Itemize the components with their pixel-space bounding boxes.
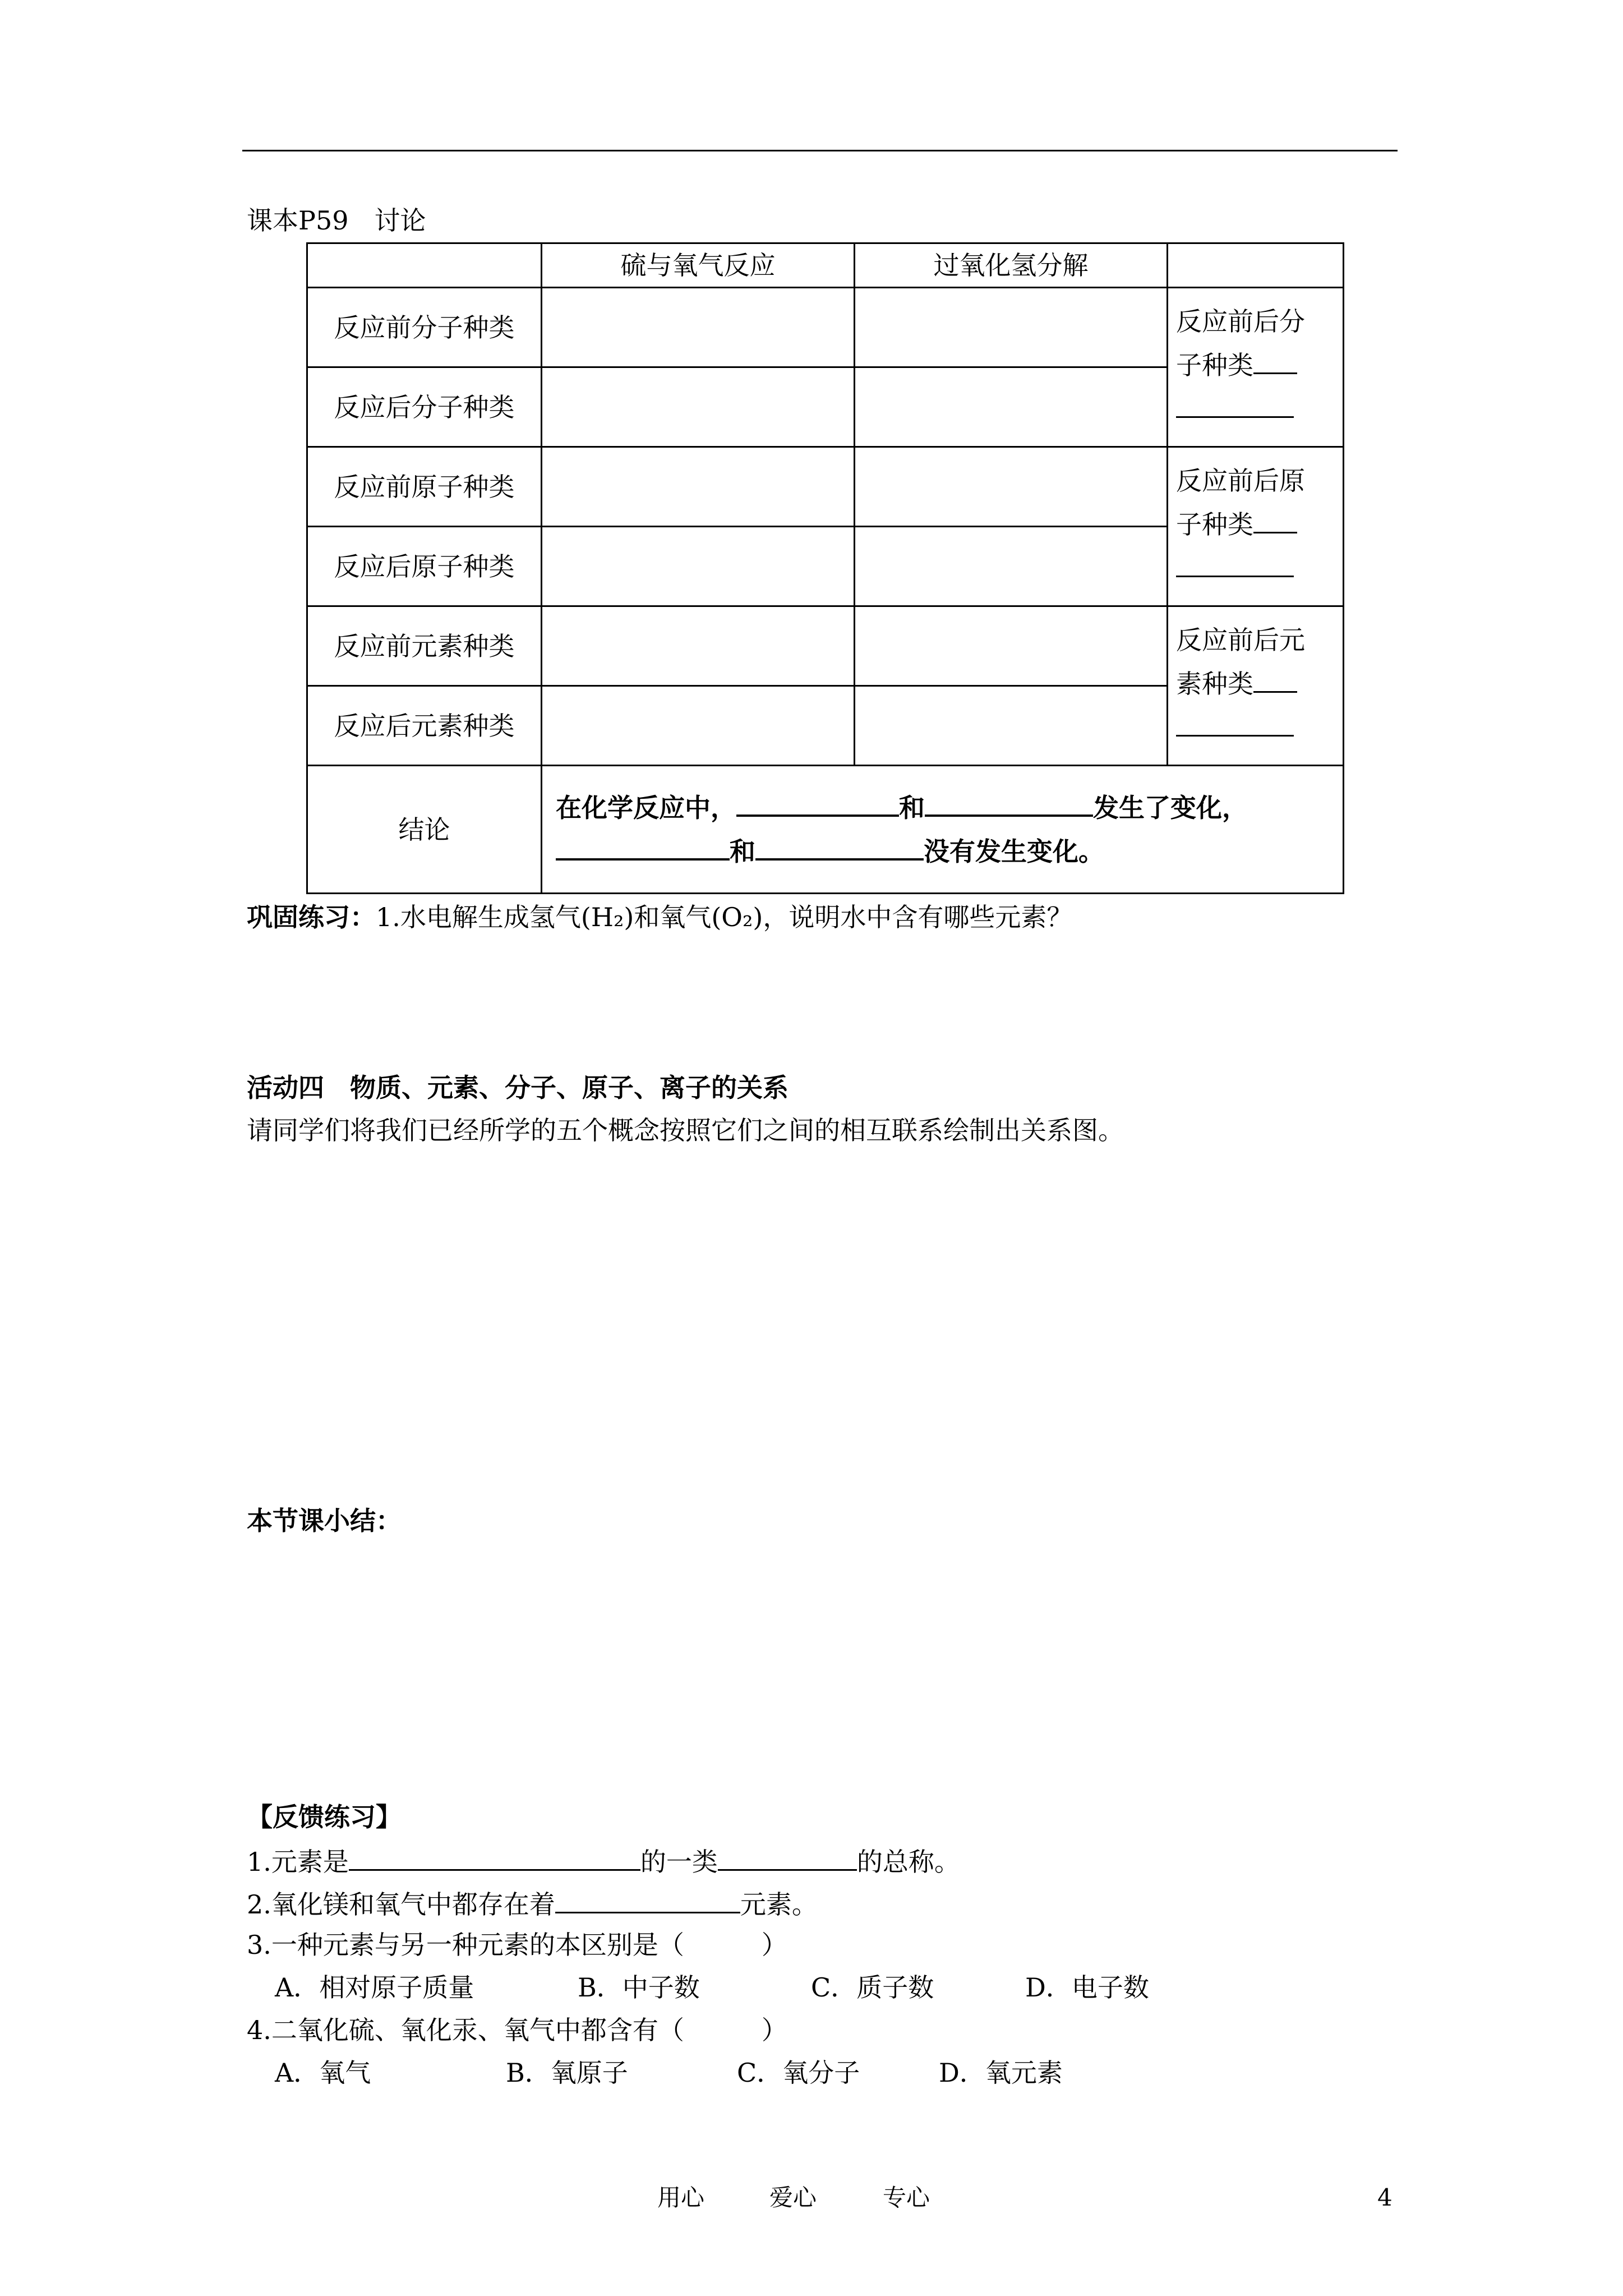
fill-blank[interactable] bbox=[755, 831, 924, 861]
q3-option-c[interactable]: C．质子数 bbox=[811, 1972, 934, 2003]
answer-cell[interactable] bbox=[542, 606, 855, 686]
answer-cell[interactable] bbox=[542, 686, 855, 766]
answer-cell[interactable] bbox=[855, 606, 1168, 686]
answer-cell[interactable] bbox=[855, 447, 1168, 527]
header-empty-cell bbox=[1168, 243, 1344, 288]
answer-cell[interactable] bbox=[542, 288, 855, 367]
fill-blank[interactable] bbox=[1176, 709, 1294, 737]
fill-blank[interactable] bbox=[555, 1886, 740, 1913]
fill-blank[interactable] bbox=[349, 1843, 640, 1871]
q3-option-b[interactable]: B．中子数 bbox=[578, 1972, 700, 2003]
answer-cell[interactable] bbox=[542, 447, 855, 527]
activity4-instruction: 请同学们将我们已经所学的五个概念按照它们之间的相互联系绘制出关系图。 bbox=[247, 1115, 1124, 1145]
answer-cell[interactable] bbox=[542, 367, 855, 447]
conclusion-text: 在化学反应中， 和 发生了变化， 和 没有发生变化。 bbox=[542, 766, 1344, 894]
feedback-q2: 2.氧化镁和氧气中都存在着 元素。 bbox=[247, 1886, 818, 1921]
q3-option-d[interactable]: D．电子数 bbox=[1025, 1972, 1149, 2003]
activity4-title: 活动四 物质、元素、分子、原子、离子的关系 bbox=[247, 1073, 789, 1103]
header-rule bbox=[242, 150, 1398, 151]
feedback-q4-stem: 4.二氧化硫、氧化汞、氧气中都含有（ ） bbox=[247, 2015, 787, 2045]
footer-motto-3: 专心 bbox=[883, 2184, 930, 2211]
col-header-peroxide: 过氧化氢分解 bbox=[855, 243, 1168, 288]
table-row bbox=[307, 606, 1344, 686]
side-note-atoms: 反应前后原 子种类 bbox=[1168, 447, 1344, 606]
fill-blank[interactable] bbox=[1253, 665, 1297, 693]
fill-blank[interactable] bbox=[718, 1843, 857, 1871]
conclusion-label: 结论 bbox=[307, 766, 542, 894]
feedback-q3-stem: 3.一种元素与另一种元素的本区别是（ ） bbox=[247, 1930, 787, 1960]
row-label: 反应前元素种类 bbox=[307, 606, 542, 686]
q4-option-d[interactable]: D．氧元素 bbox=[939, 2058, 1063, 2088]
fill-blank[interactable] bbox=[1176, 390, 1294, 418]
row-label: 反应前分子种类 bbox=[307, 288, 542, 367]
conclusion-row bbox=[307, 766, 1344, 894]
table-header-row bbox=[307, 243, 1344, 288]
answer-cell[interactable] bbox=[855, 686, 1168, 766]
fill-blank[interactable] bbox=[1253, 506, 1297, 533]
table-row bbox=[307, 447, 1344, 527]
row-label: 反应后原子种类 bbox=[307, 527, 542, 606]
fill-blank[interactable] bbox=[1176, 550, 1294, 577]
q3-option-a[interactable]: A．相对原子质量 bbox=[275, 1972, 474, 2003]
table-row bbox=[307, 288, 1344, 367]
section-title: 课本P59 讨论 bbox=[247, 205, 426, 236]
side-note-elements: 反应前后元 素种类 bbox=[1168, 606, 1344, 766]
fill-blank[interactable] bbox=[1253, 347, 1297, 374]
answer-cell[interactable] bbox=[855, 367, 1168, 447]
fill-blank[interactable] bbox=[925, 788, 1093, 817]
q4-option-a[interactable]: A．氧气 bbox=[275, 2058, 371, 2088]
row-label: 反应前原子种类 bbox=[307, 447, 542, 527]
fill-blank[interactable] bbox=[736, 788, 899, 817]
row-label: 反应后分子种类 bbox=[307, 367, 542, 447]
feedback-title: 【反馈练习】 bbox=[247, 1802, 402, 1832]
answer-cell[interactable] bbox=[855, 288, 1168, 367]
row-label: 反应后元素种类 bbox=[307, 686, 542, 766]
q4-option-c[interactable]: C．氧分子 bbox=[737, 2058, 860, 2088]
page-number: 4 bbox=[1377, 2184, 1393, 2211]
side-note-molecules: 反应前后分 子种类 bbox=[1168, 288, 1344, 447]
discussion-table bbox=[306, 242, 1344, 894]
footer-motto-1: 用心 bbox=[657, 2184, 705, 2211]
fill-blank[interactable] bbox=[556, 831, 730, 861]
footer-motto-2: 爱心 bbox=[769, 2184, 817, 2211]
q4-option-b[interactable]: B．氧原子 bbox=[506, 2058, 628, 2088]
summary-label: 本节课小结： bbox=[247, 1506, 402, 1536]
header-empty-cell bbox=[307, 243, 542, 288]
feedback-q1: 1.元素是 的一类 的总称。 bbox=[247, 1843, 960, 1878]
practice-question: 巩固练习：1.水电解生成氢气(H₂)和氧气(O₂)，说明水中含有哪些元素？ bbox=[247, 902, 1073, 932]
col-header-sulfur: 硫与氧气反应 bbox=[542, 243, 855, 288]
answer-cell[interactable] bbox=[542, 527, 855, 606]
answer-cell[interactable] bbox=[855, 527, 1168, 606]
